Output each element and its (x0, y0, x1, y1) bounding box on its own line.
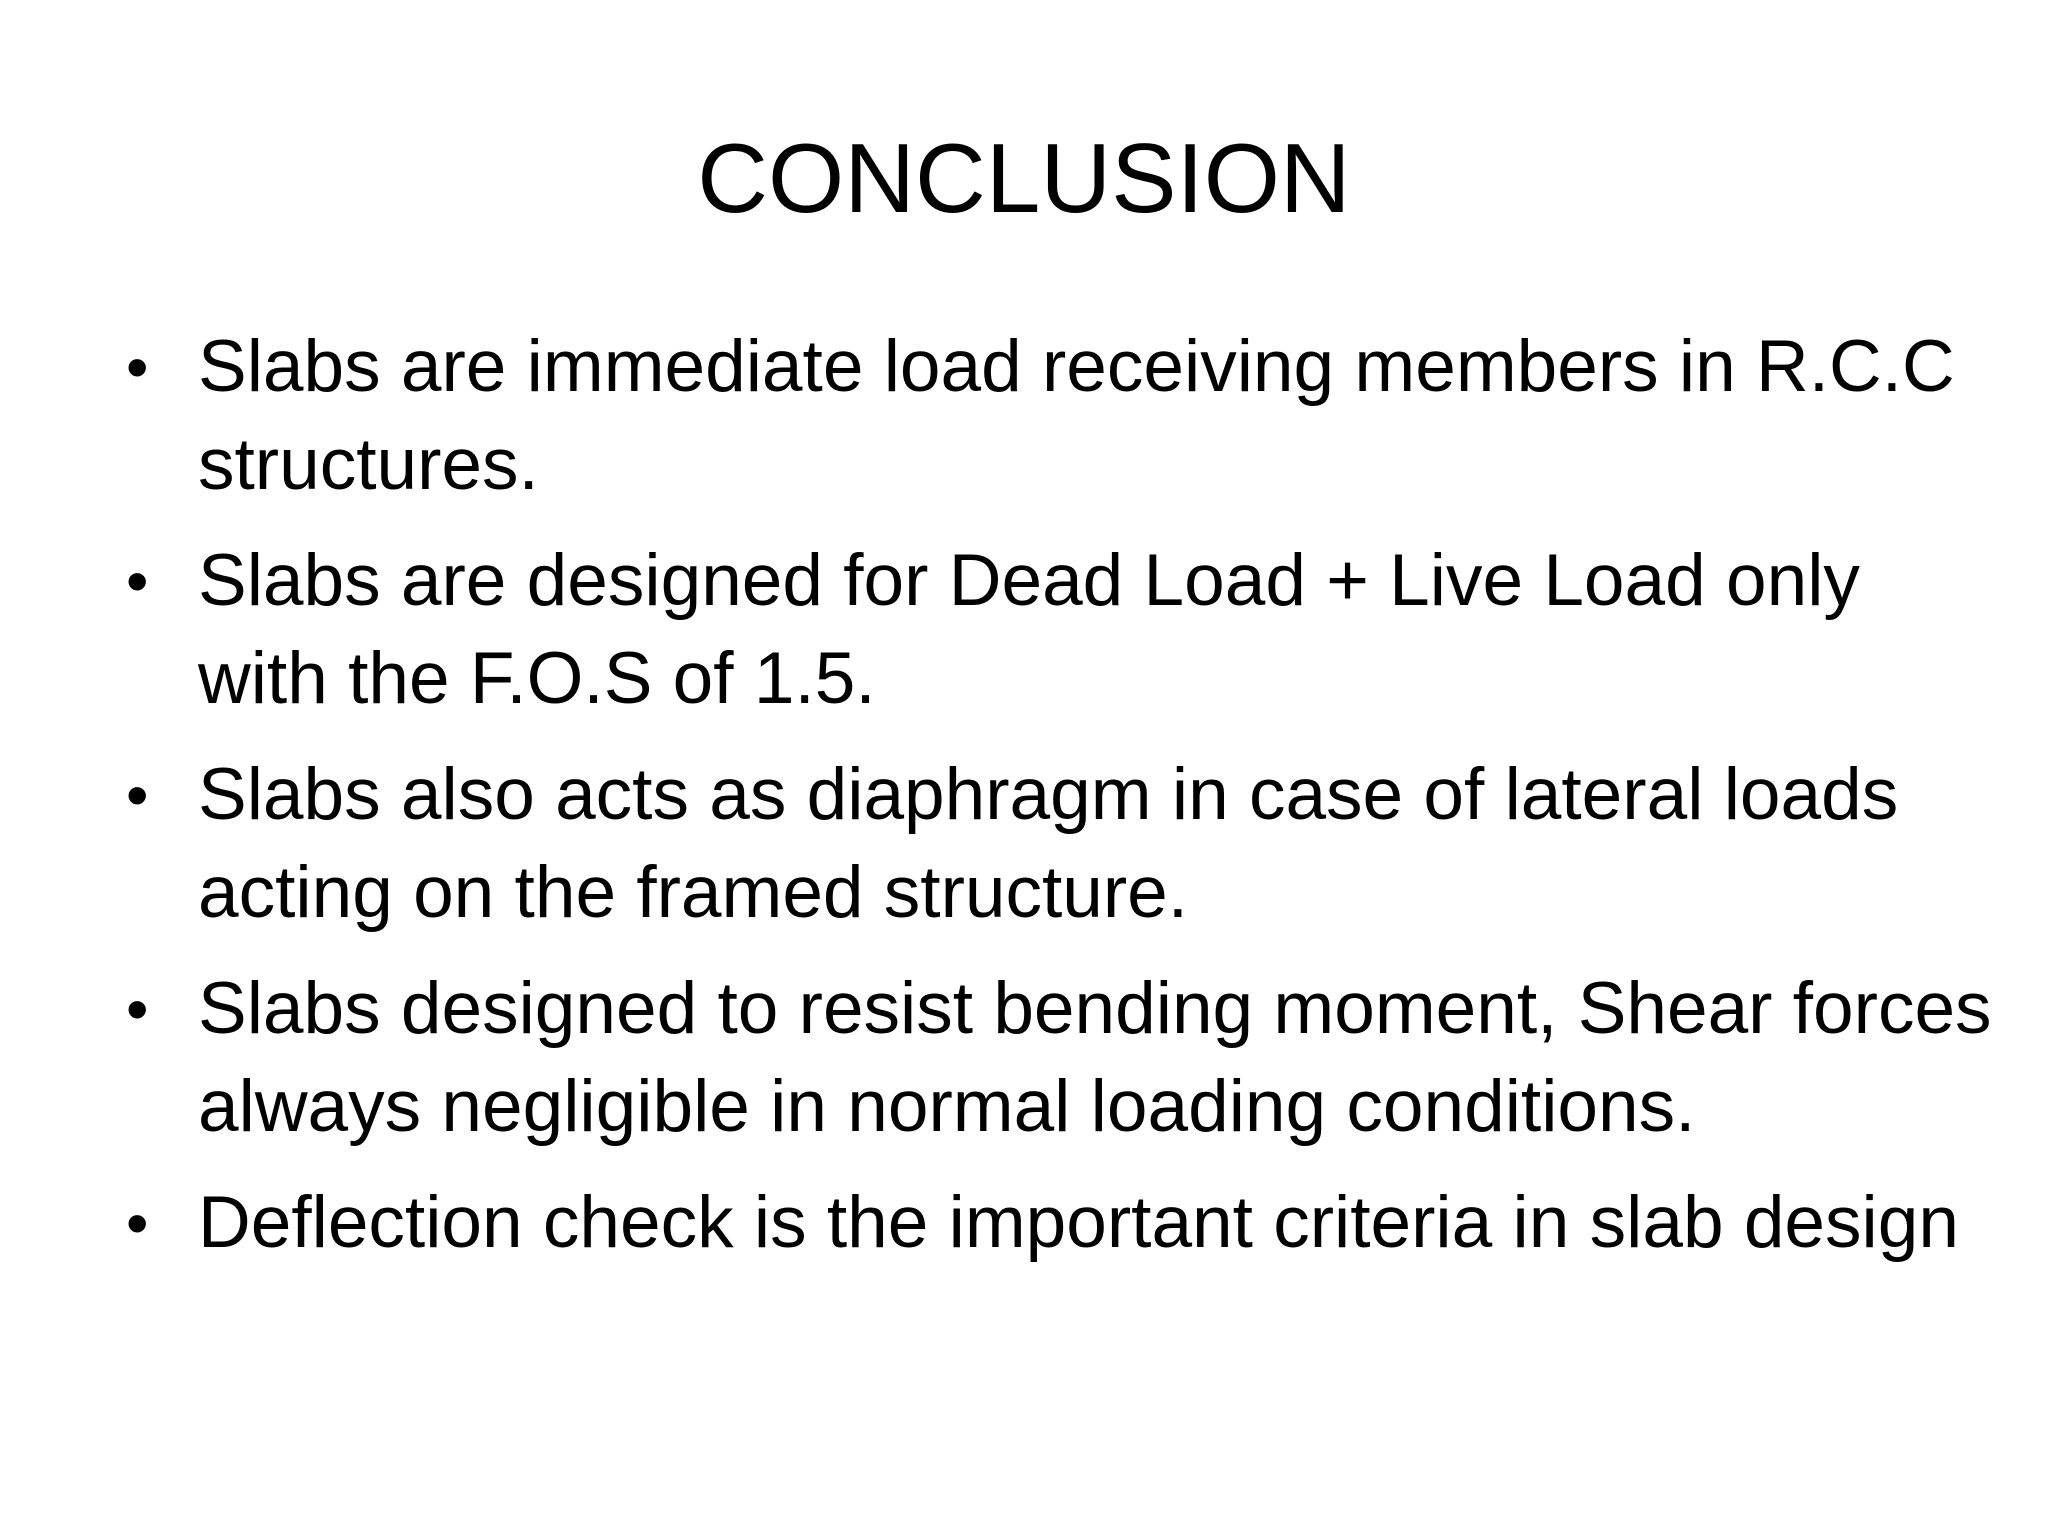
bullet-icon: • (126, 973, 149, 1045)
list-item (122, 960, 1992, 1156)
list-item (122, 1174, 1992, 1272)
slide-title: CONCLUSION (697, 123, 1351, 233)
list-item (122, 746, 1992, 942)
bullet-text: Slabs also acts as diaphragm in case of lateral loads acting on the framed structure. (198, 754, 1899, 933)
bullet-icon: • (126, 759, 149, 831)
bullet-text: Slabs are designed for Dead Load + Live Load only with the F.O.S of 1.5. (198, 540, 1860, 719)
bullet-text: Slabs are immediate load receiving members in R.C.C structures. (198, 326, 1955, 505)
bullet-text: Deflection check is the important criteria in slab design (198, 1182, 1959, 1263)
list-item (122, 318, 1992, 514)
list-item (122, 532, 1992, 728)
bullet-icon: • (126, 545, 149, 617)
bullet-icon: • (126, 331, 149, 403)
bullet-icon: • (126, 1187, 149, 1259)
bullet-text: Slabs designed to resist bending moment, Shear forces always negligible in normal loading conditions. (198, 968, 1992, 1147)
bullet-list (122, 318, 1992, 1290)
